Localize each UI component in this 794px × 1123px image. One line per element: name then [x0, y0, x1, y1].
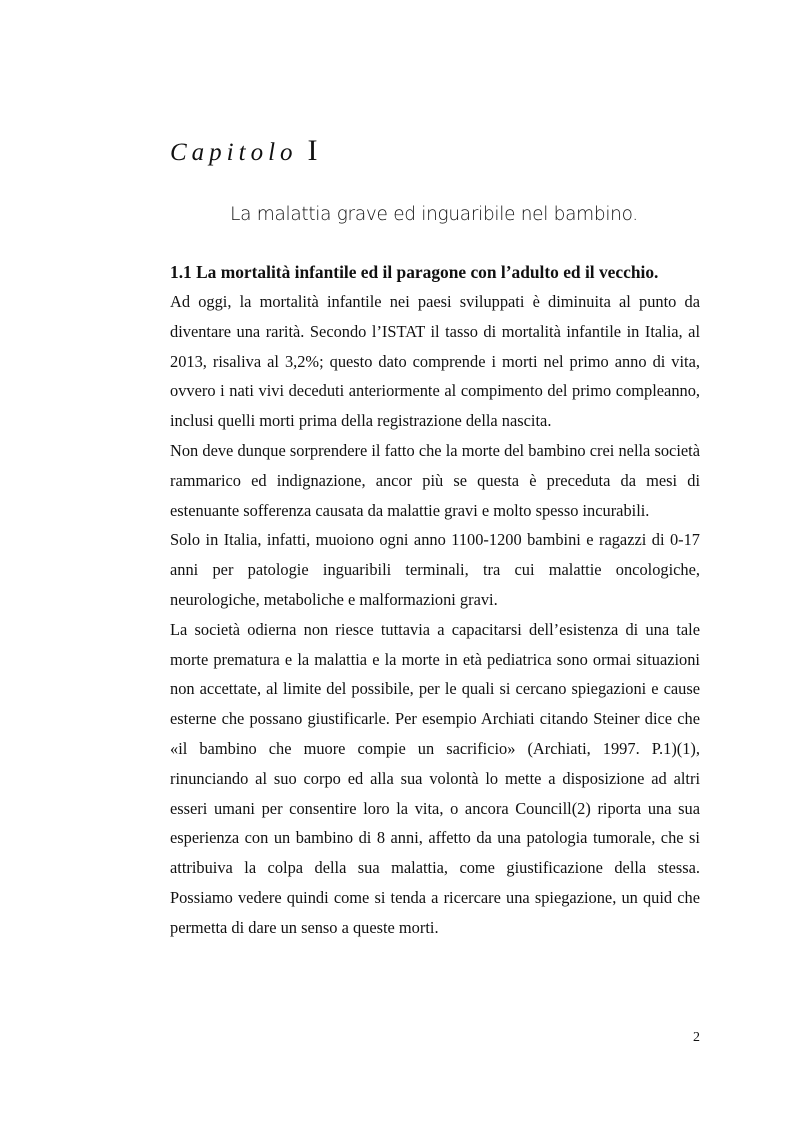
paragraph: Ad oggi, la mortalità infantile nei paesi sviluppati è diminuita al punto da diventare una rarità. Secondo l’ISTAT il tasso di mortalità infantile in Italia, al 2013, risaliva al 3,2%; questo dato comprende i morti nel primo anno di vita, ovvero i nati vivi deceduti anteriormente al compimento del primo compleanno, inclusi quelli morti prima della registrazione della nascita.	[170, 292, 700, 431]
page-number: 2	[693, 1030, 700, 1045]
chapter-label: Capitolo	[170, 139, 298, 166]
paragraph: La società odierna non riesce tuttavia a capacitarsi dell’esistenza di una tale morte prematura e la malattia e la morte in età pediatrica sono ormai situazioni non accettate, al limite del possibile, per le quali si cercano spiegazioni e cause esterne che possano giustificarle. Per esempio Archiati citando Steiner dice che «il bambino che muore compie un sacrificio» (Archiati, 1997. P.1)(1), rinunciando al suo corpo ed alla sua volontà lo mette a disposizione ad altri esseri umani per consentire loro la vita, o ancora Councill(2) riporta una sua esperienza con un bambino di 8 anni, affetto da una patologia tumorale, che si attribuiva la colpa della sua malattia, come giustificazione della stessa. Possiamo vedere quindi come si tenda a ricercare una spiegazione, un quid che permetta di dare un senso a queste morti.	[170, 619, 700, 937]
paragraph: Non deve dunque sorprendere il fatto che la morte del bambino crei nella società rammarico ed indignazione, ancor più se questa è preceduta da mesi di estenuante sofferenza causata da malattie gravi e molto spesso incurabili.	[170, 440, 700, 520]
chapter-heading	[170, 133, 318, 171]
chapter-number: I	[307, 134, 318, 167]
body-text	[170, 287, 700, 943]
section-heading: 1.1 La mortalità infantile ed il paragone con l’adulto ed il vecchio.	[170, 262, 659, 282]
paragraph: Solo in Italia, infatti, muoiono ogni anno 1100-1200 bambini e ragazzi di 0-17 anni per patologie inguaribili terminali, tra cui malattie oncologiche, neurologiche, metaboliche e malformazioni gravi.	[170, 530, 700, 609]
chapter-title: La malattia grave ed inguaribile nel bambino.	[230, 204, 638, 225]
